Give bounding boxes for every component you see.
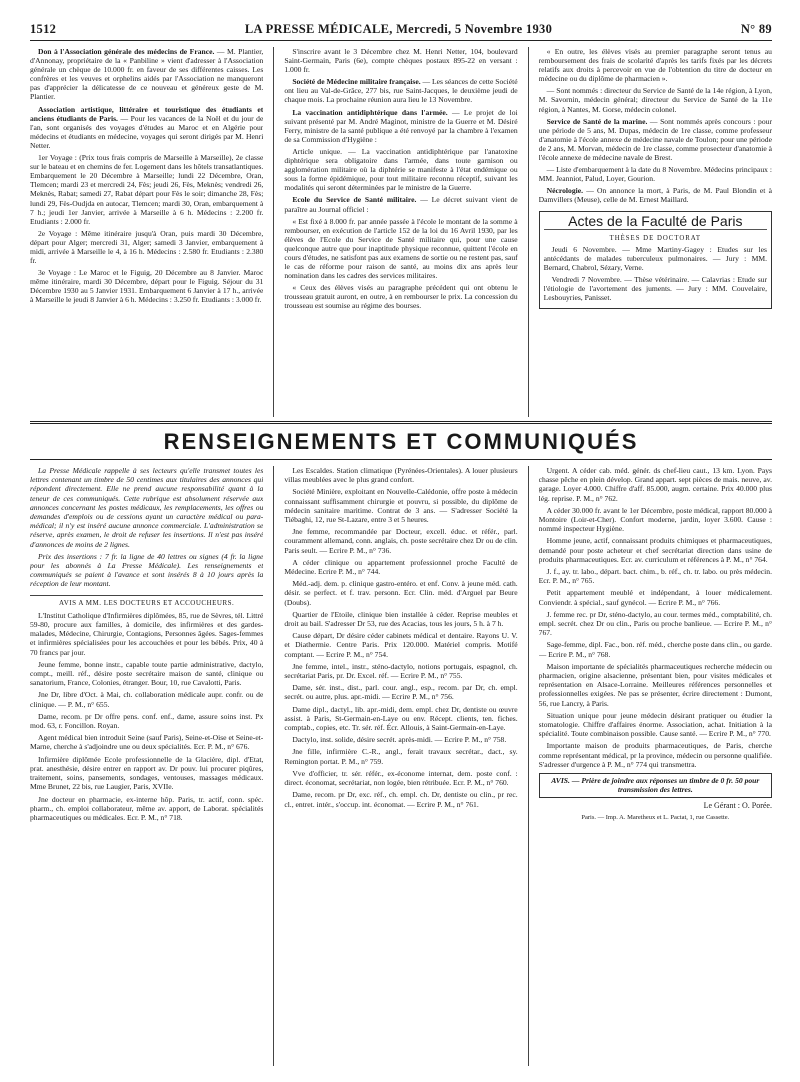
article-paragraph: S'inscrire avant le 3 Décembre chez M. Henri Netter, 104, boulevard Saint-Germain, Paris (6e), compte chèques postaux 895-22 en versant : 1.000 fr. (284, 47, 518, 75)
top-column-3 (539, 47, 772, 417)
avis-box: AVIS. — Prière de joindre aux réponses un timbre de 0 fr. 50 pour transmission des lettres. (539, 773, 772, 797)
article-paragraph: 2e Voyage : Même itinéraire jusqu'à Oran, puis mardi 30 Décembre, départ pour Alger; mercredi 31, Alger; samedi 3 Janvier, embarquement à midi, arrivée à Marseille le 4, à 16 h. Médecins : 2.580 fr. Etudiants : 2.380 fr. (30, 228, 264, 266)
article-heading: Nécrologie. (546, 186, 583, 196)
classified-ad: Jne femme, recommandée par Docteur, excell. éduc. et référ., parl. couramment allemand, conn. anglais, ch. poste secrétaire chez Dr ou de clin. Paris seult. — Ecrire P. M., n° 736. (284, 527, 518, 555)
classified-ad: Dame, recom. pr Dr offre pens. conf. enf., dame, assure soins inst. Px mod. 63, r. Foncillon. Royan. (30, 711, 264, 731)
classified-ad: Jne docteur en pharmacie, ex-interne hôp. Paris, tr. actif, conn. spéc. pharm., ch. emploi collaborateur, même av. apport, de Laborat. spécialités pharmaceutiques ou médicales. Ecr. P. M., n° 718. (30, 794, 264, 822)
classified-ad: Jne fille, infirmière C.-R., angl., ferait travaux secrétar., dact., sy. Remington portat. P. M., n° 759. (284, 747, 518, 766)
classified-ad: Méd.-adj. dem. p. clinique gastro-entéro. et enf. Conv. à jeune méd. cath. désir. se perfect. et f. trav. personn. Ecr. Clin. méd. d'Arguel par Beure (Doubs). (284, 579, 518, 607)
classifieds-column-3 (539, 466, 772, 1066)
running-header (30, 22, 772, 41)
section-rule (30, 421, 772, 424)
theses-heading: THÈSES DE DOCTORAT (609, 234, 702, 242)
column-divider (528, 466, 529, 1066)
classified-ad: Vve d'officier, tr. sér. référ., ex-économe internat, dem. poste conf. : direct. économat, secrétariat, non logée, bien rétribuée. Ecr. P. M., n° 760. (284, 768, 518, 788)
classified-ad: Maison importante de spécialités pharmaceutiques recherche médecin ou pharmacien, origine alsacienne, présentant bien, pour visites médicales et représentation en Alsace-Lorraine. Meilleures références personnelles et professionnelles exigées. Ne pas se présenter, écrire directement : Dumont, 56, rue Lancry, à Paris. (538, 661, 772, 708)
article-body: — Le décret suivant vient de paraître au Journal officiel : (284, 195, 518, 214)
faculte-title: Actes de la Faculté de Paris (544, 217, 767, 230)
journal-title: LA PRESSE MÉDICALE, Mercredi, 5 Novembre 1930 (244, 22, 553, 36)
article-body: — Les séances de cette Société ont lieu au Val-de-Grâce, 277 bis, rue Saint-Jacques, le deuxième jeudi de chaque mois. La prochaine réunion aura lieu le 13 Novembre. (284, 77, 518, 105)
section-banner: RENSEIGNEMENTS ET COMMUNIQUÉS (163, 429, 639, 454)
column-divider (528, 47, 529, 417)
column-divider (273, 466, 274, 1066)
faculte-box (539, 211, 772, 310)
classified-ad: Société Minière, exploitant en Nouvelle-Calédonie, offre poste à médecin connaissant suffisamment chirurgie et pouvru, si possible, du diplôme de médecin sanitaire maritime. Contrat de 3 ans. — S'adresser Société la Tiébaghi, 12, rue St-Lazare, entre 3 et 5 heures. (284, 487, 518, 525)
these-entry: Vendredi 7 Novembre. — Thèse vétérinaire. — Calavrias : Etude sur l'étiologie de l'avortement des juments. — Jury : MM. Couvelaire, Lesbouyries, Panisset. (543, 274, 767, 303)
classified-ad: Cause départ, Dr désire céder cabinets médical et dentaire. Rayons U. V. et Diathermie. Centre Paris. Prix 120.000. Matériel compris. Motifé comptant. — Ecrire P. M., n° 754. (284, 631, 518, 659)
issue-number: N° 89 (740, 22, 772, 36)
classified-ad: Dame, recom. pr Dr, exc. réf., ch. empl. ch. Dr, dentiste ou clin., pr rec. cl., entret. intér., s'occup. int. économat. — Ecrire P. M., n° 761. (284, 790, 518, 809)
gerant-line: Le Gérant : O. Porée. (703, 800, 772, 810)
newspaper-page (30, 22, 772, 1066)
top-column-1 (30, 47, 263, 417)
article-paragraph: « Ceux des élèves visés au paragraphe précédent qui ont obtenu le trousseau gratuit auront, en outre, à en rembourser le prix. La concession du trousseau est soumise au régime des bourses. (284, 283, 518, 311)
top-columns (30, 47, 772, 417)
top-column-2 (284, 47, 517, 417)
classified-ad: Importante maison de produits pharmaceutiques, de Paris, cherche comme représentant médical, pr la province, médecin ou personne qualifiée. S'adresser d'urgence à P. M., n° 774 qui transmettra. (538, 741, 772, 769)
article-paragraph: 3e Voyage : Le Maroc et le Figuig, 20 Décembre au 8 Janvier. Maroc même itinéraire, mardi 30 Décembre, départ pour le Figuig. Séjour du 31 Décembre 1930 au 5 Janvier 1931. Embarquement 6 Janvier à 17 h., arrivée à Marseille le jeudi 8 Janvier à 6 h. Médecins : 3.250 fr. Etudiants : 3.000 fr. (30, 268, 264, 305)
classifieds-columns (30, 466, 772, 1066)
classified-ad: J. femme rec. pr Dr, sténo-dactylo, au cour. termes méd., comptabilité, ch. empl. secrét. chez Dr ou clin., Paris ou proche banlieue. — Ecrire P. M., n° 767. (538, 609, 772, 638)
classified-ad: Dame dipl., dactyl., lib. apr.-midi, dem. empl. chez Dr, dentiste ou œuvre assist. à Paris, St-Germain-en-Laye ou env. Récept. clients, ten. fiches. comptab., copies, etc. Tr. sér. réf. Écr. Allouis, à Saint-Germain-en-Laye. (284, 704, 518, 733)
classified-ad: Jne femme, intel., instr., sténo-dactylo, notions portugais, espagnol, ch. secrétariat Paris, pr. Dr. Excel. réf. — Ecrire P. M., n° 755. (284, 661, 518, 681)
prices-text: Prix des insertions : 7 fr. la ligne de 40 lettres ou signes (4 fr. la ligne pour les abonnés à La Presse Médicale). Les renseignements et communiqués se paient à l'avance et sont insérés 8 à 10 jours après la réception de leur montant. (30, 551, 264, 589)
classified-ad: L'Institut Catholique d'Infirmières diplômées, 85, rue de Sèvres, tél. Littré 59-80, procure aux familles, à domicile, des infirmières et des gardes-malades, Médecine, Chirurgie, Contagions, Personnes âgées. Sages-femmes et infirmières spécialisées pour les accouchées et pour les bébés. Prix, 40 à 70 francs par jour. (30, 610, 264, 657)
classified-ad: Situation unique pour jeune médecin désirant pratiquer ou étudier la stomatologie. Chiffre d'affaires énorme. Association, achat. Initiation à la spécialité. Toute combinaison possible. Cause santé. — Ecrire P. M., n° 770. (538, 710, 772, 739)
classified-ad: Agent médical bien introduit Seine (sauf Paris), Seine-et-Oise et Seine-et-Marne, cherche à s'adjoindre une ou deux spécialités. Ecr. P. M., n° 676. (30, 733, 264, 752)
classified-ad: Dactylo, inst. solide, désire secrét. après-midi. — Ecrire P. M., n° 758. (292, 735, 507, 745)
these-entry: Jeudi 6 Novembre. — Mme Martiny-Gagey : Etudes sur les antécédants de malades tuberculeux pulmonaires. — Jury : MM. Bernard, Chabrol, Sézary, Verne. (543, 244, 767, 272)
classified-ad: J. f., ay. tr. labo., départ. bact. chim., b. réf., ch. tr. labo. ou près médecin. Ecr. P. M., n° 765. (538, 567, 772, 586)
page-number: 1512 (30, 22, 57, 36)
article-paragraph: 1er Voyage : (Prix tous frais compris de Marseille à Marseille), 2e classe sur le bateau et en chemins de fer. Logement dans les hôtels transatlantiques. Embarquement le 20 Décembre à Marseille; lundi 22 Décembre, Oran, Tlemcen; mardi 23 et mercredi 24, Fès; jeudi 26, Fès, Meknès; vendredi 26, Meknès, Rabat; samedi 27, Rabat départ pour Fès le soir; dimanche 28, Fès; lundi 29, Fès-Oudjda en autocar, Tlemcen; mardi 30, Oran, embarquement à 7 h.; jeudi 1er Janvier, arrivée à Marseille à 6 h. Médecins : 2.200 fr. Etudiants : 2.000 fr. (30, 153, 264, 226)
classified-ad: Les Escaldes. Station climatique (Pyrénées-Orientales). A louer plusieurs villas meublées avec le plus grand confort. (284, 466, 518, 485)
avis-heading: AVIS A MM. LES DOCTEURS ET ACCOUCHEURS. (30, 595, 263, 608)
imprint-line: Paris. — Imp. A. Maretheux et L. Pactat, 1, rue Cassette. (581, 813, 730, 821)
article-paragraph: — Sont nommés : directeur du Service de Santé de la 14e région, à Lyon, M. Savornin, médecin général; directeur du Service de Santé de la 11e région, à Nantes, M. Gorse, médecin colonel. (538, 86, 772, 114)
classifieds-column-2 (284, 466, 517, 1066)
classified-ad: Dame, sér. inst., dist., parl. cour. angl., esp., recom. par Dr, ch. empl. secrét. ou autre, plus. apr.-midi. — Ecrire P. M., n° 756. (284, 683, 518, 702)
classified-ad: Petit appartement meublé et indépendant, à louer médicalement. Conviendr. à spécial., sauf gynécol. — Ecrire P. M., n° 766. (538, 588, 772, 607)
classified-ad: Quartier de l'Etoile, clinique bien installée à céder. Reprise meubles et droit au bail. S'adresser Dr 53, rue des Acacias, tous les jours, 5 h. à 7 h. (284, 609, 518, 629)
article-body: — Sont nommés après concours : pour une période de 5 ans, M. Dupas, médecin de 1re classe, comme professeur d'anatomie à l'école annexe de médecine navale de Toulon; pour une période de 2 ans, M. Morvan, médecin de 1re classe, comme prosecteur d'anatomie à l'école annexe de médecine navale de Brest. (538, 116, 772, 163)
classifieds-column-1 (30, 466, 263, 1066)
article-body: — Pour les vacances de la Noël et du jour de l'an, sont organisés des voyages d'études au Maroc et en Algérie pour médecins et étudiants en médecine, voyages qui seront dirigés par M. Henri Netter. (30, 113, 264, 150)
article-heading: La vaccination antidiphtérique dans l'armée. (292, 107, 448, 117)
classified-ad: Homme jeune, actif, connaissant produits chimiques et pharmaceutiques, demandé pour poste acheteur et chef secrétariat direction dans usine de produits pharmaceutiques. Ecr. av. curriculum et références à P. M., n° 764. (538, 536, 772, 564)
article-heading: Don à l'Association générale des médecins de France. (38, 47, 215, 56)
classified-ad: Jne Dr, libre d'Oct. à Mai, ch. collaboration médicale aupr. confr. ou de clinique. — P. M., n° 655. (30, 690, 264, 709)
classified-ad: Urgent. A céder cab. méd. génér. ds chef-lieu caut., 13 km. Lyon. Pays chasse pêche en plein dévelop. Grand appart. sept pièces de mais. neuve, av. garage. Loyer 4.000. Chiffre d'aff. 85.000, augm. certaine. Prix 40.000 plus lég. reprise. P. M., n° 762. (538, 466, 772, 503)
article-heading: Association artistique, littéraire et touristique des étudiants et anciens étudiants de Paris. (30, 104, 264, 123)
notice-text: La Presse Médicale rappelle à ses lecteurs qu'elle transmet toutes les lettres contenant un timbre de 50 centimes aux titulaires des annonces qui répondent directement. Elle ne prend aucune responsabilité quant à la teneur de ces communiqués. Cette rubrique est absolument réservée aux annonces concernant les postes médicaux, les remplacements, les offres ou demandes d'emplois ou de cessions ayant un caractère médical ou para-médical; il n'y est inséré aucune annonce commerciale. L'administration se réserve, après examen, le droit de refuser les insertions. Il n'est pas inséré d'annonces de moins de 2 lignes. (30, 466, 264, 549)
classified-ad: Sage-femme, dipl. Fac., bon. réf. méd., cherche poste dans clin., ou garde. — Ecrire P. M., n° 768. (538, 640, 772, 659)
section-rule (30, 459, 772, 460)
article-body: — On annonce la mort, à Paris, de M. Paul Blondin et à Damvillers (Meuse), celle de M. Ernest Maillard. (538, 186, 772, 205)
article-heading: Société de Médecine militaire française. (292, 77, 421, 87)
article-heading: Service de Santé de la marine. (546, 116, 648, 126)
classified-ad: Jeune femme, bonne instr., capable toute partie administrative, dactylo, compt., meill. réf., désire poste secrétaire maison de santé, clinique ou sanatorium, France, Colonies, étranger. Bour, 10, rue Cavalotti, Paris. (30, 659, 264, 688)
classified-ad: A céder 30.000 fr. avant le 1er Décembre, poste médical, rapport 80.000 à Montoire (Loir-et-Cher). Confort moderne, jardin, loyer 3.600. Cause : nommé inspecteur Hygiène. (538, 505, 772, 534)
classified-ad: A céder clinique ou appartement professionnel proche Faculté de Médecine. Ecrire P. M., n° 744. (284, 557, 518, 577)
article-paragraph: « En outre, les élèves visés au premier paragraphe seront tenus au remboursement des frais de scolarité d'après les tarifs fixés par les décrets relatifs aux droits à percevoir en vue de l'obtention du titre de docteur en médecine ou du diplôme de pharmacien ». (538, 47, 772, 84)
article-paragraph: « Est fixé à 8.000 fr. par année passée à l'école le montant de la somme à rembourser, en exécution de l'article 152 de la loi du 16 Avril 1930, par les élèves de l'Ecole du Service de Santé militaire qui, pour une cause quelconque autre que pour inaptitude physique reconnue, quittent l'école en cours d'études, ne satisfont pas aux examens de sortie ou ne restent pas, sauf le cas de réforme pour raison de santé, au moins dix ans après leur nomination dans les cadres des services militaires. (284, 216, 518, 281)
article-paragraph: — Liste d'embarquement à la date du 8 Novembre. Médecins principaux : MM. Jeanniot, Palud, Loyer, Gourion. (538, 165, 772, 184)
article-body: — M. Plantier, d'Annonay, propriétaire de la « Panbiline » vient d'adresser à l'Association générale un chèque de 10.000 fr. en faveur de ses différentes caisses. Les confrères et les veuves et orphelins aidés par l'Association ne manqueront pas d'apprécier la délicatesse de ce nouveau et généreux geste de M. Plantier. (30, 47, 264, 102)
column-divider (273, 47, 274, 417)
article-heading: Ecole du Service de Santé militaire. (292, 195, 417, 205)
article-body: — Le projet de loi suivant présenté par M. André Maginot, ministre de la Guerre et M. Désiré Ferry, ministre de la santé publique a été renvoyé par la chambre à l'examen de sa Commission d'Hygiène : (284, 107, 518, 144)
article-paragraph: Article unique. — La vaccination antidiphtérique par l'anatoxine diphtérique sera obligatoire dans l'armée, dans toute garnison ou agglomération militaire où la diphtérie se manifeste à l'état endémique ou sous la forme épidémique, pour tout militaire reconnu réceptif, suivant les modalités qui seront déterminées par le ministre de la Guerre. (284, 146, 518, 193)
classified-ad: Infirmière diplômée Ecole professionnelle de la Glacière, dipl. d'Etat, prat. anesthésie, désire entrer en rapport av. Dr pouv. lui procurer piqûres, traitement, soins, pansements, sondages, ventouses, massages médicaux. Mme Brunet, 22 bis, rue Laugier, Paris, XVIIe. (30, 754, 264, 792)
